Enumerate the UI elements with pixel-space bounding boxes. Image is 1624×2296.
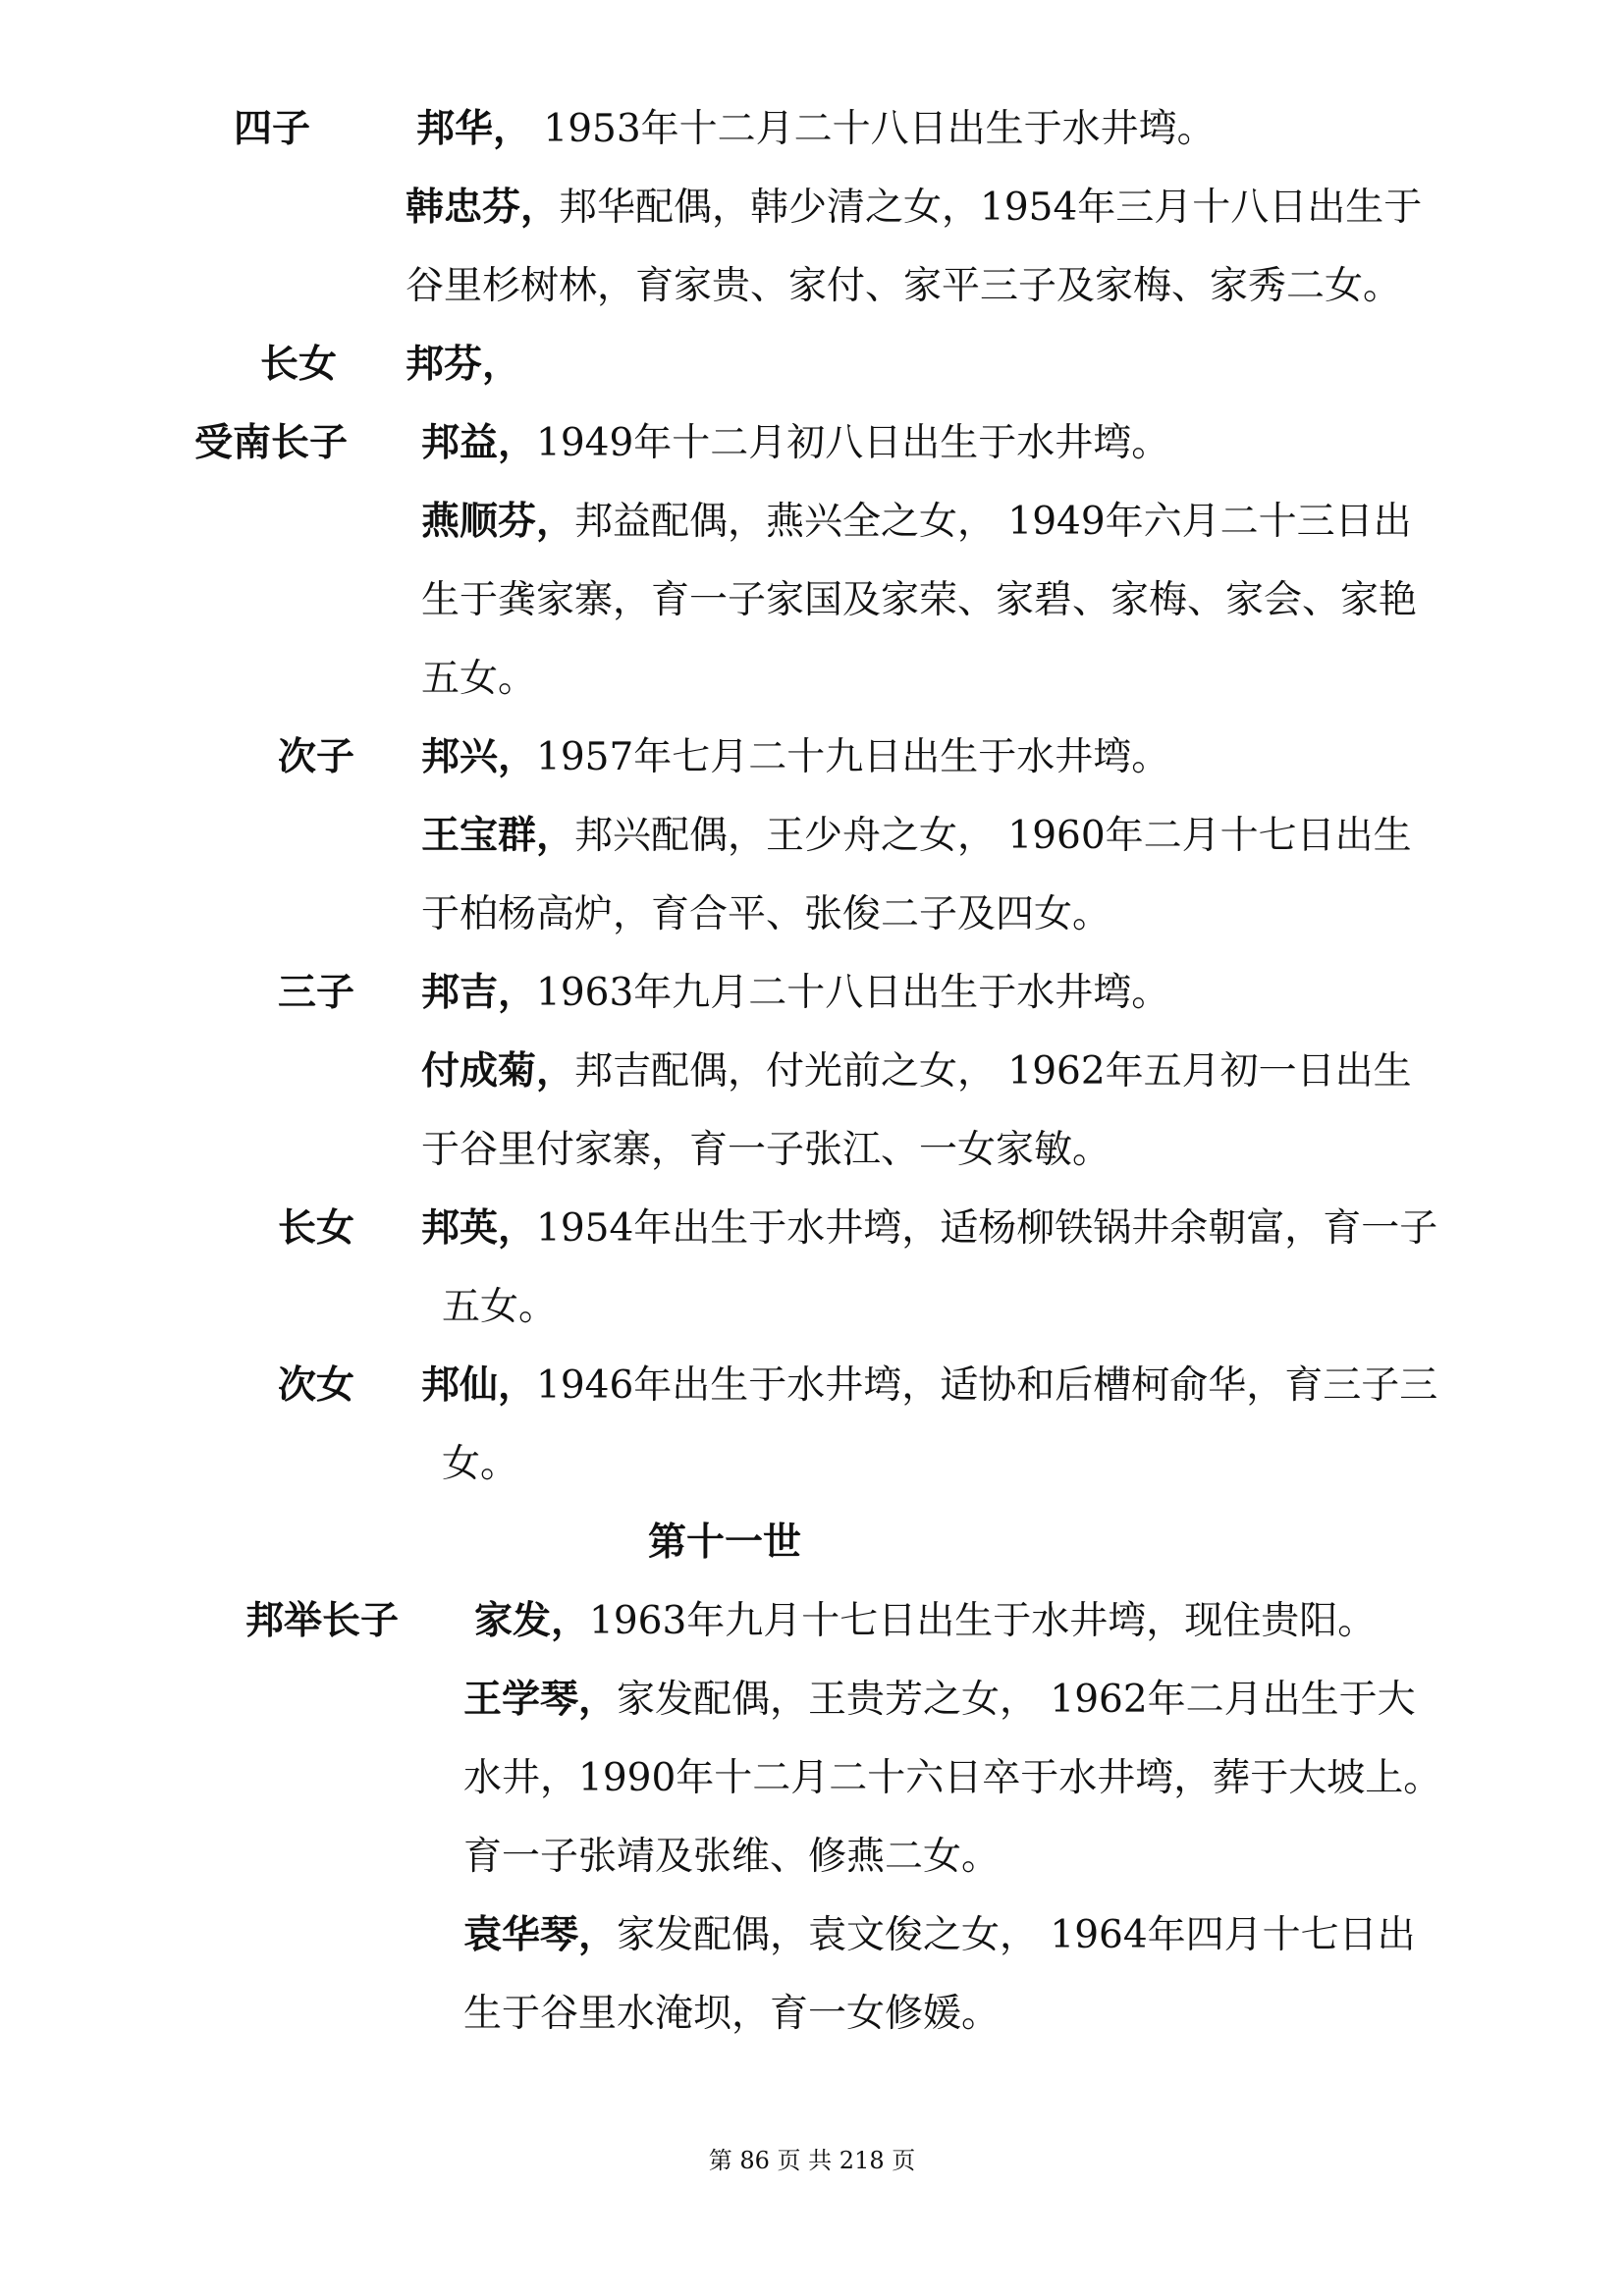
entry-text: 生于谷里水淹坝，育一女修媛。 [463,1992,1001,2036]
page-footer: 第 86 页 共 218 页 [708,2147,916,2174]
entry-text: 家发配偶，王贵芳之女， 1962年二月出生于大 [617,1678,1416,1722]
entry-text: 1957年七月二十九日出生于水井塆。 [536,735,1170,779]
relation-label: 邦举长子 [245,1599,400,1643]
person-name: 袁华琴， [463,1913,618,1957]
person-name: 邦华， [416,107,532,151]
entry-text: 邦华配偶，韩少清之女，1954年三月十八日出生于 [559,186,1423,230]
section-heading: 第十一世 [648,1521,802,1565]
person-name: 王学琴， [463,1678,618,1722]
entry-line [463,1830,1000,1885]
entry-line [421,495,1412,550]
person-name: 王宝群， [421,814,575,858]
person-name: 邦仙， [421,1363,537,1408]
entry-line [406,338,520,393]
entry-line [406,181,1422,236]
entry-text: 女。 [442,1442,519,1486]
entry-line [416,102,1216,157]
relation-label: 长女 [260,343,338,387]
relation-label: 四子 [234,107,311,151]
entry-text: 1949年十二月初八日出生于水井塆。 [536,421,1170,465]
entry-text: 1954年出生于水井塆，适杨柳铁锅井余朝富，育一子 [536,1206,1438,1251]
entry-text: 五女。 [442,1285,558,1329]
entry-text: 育一子张靖及张维、修燕二女。 [463,1835,1001,1879]
entry-text: 于柏杨高炉，育合平、张俊二子及四女。 [421,892,1111,936]
entry-line [421,809,1412,864]
entry-line [421,1201,1437,1256]
entry-line [474,1594,1376,1649]
entry-line [463,1908,1416,1963]
person-name: 邦英， [421,1206,537,1251]
relation-label: 受南长子 [194,421,349,465]
entry-line [421,730,1169,785]
person-name: 邦吉， [421,971,537,1015]
person-name: 燕顺芬， [421,500,575,544]
entry-line [406,259,1401,314]
entry-line [463,1987,1000,2042]
entry-line [421,887,1110,942]
entry-text: 1963年九月十七日出生于水井塆，现住贵阳。 [589,1599,1377,1643]
entry-text: 谷里杉树林，育家贵、家付、家平三子及家梅、家秀二女。 [406,264,1402,308]
relation-label: 次子 [278,735,355,779]
relation-label: 三子 [278,971,355,1015]
entry-text: 邦益配偶，燕兴全之女， 1949年六月二十三日出 [574,500,1412,544]
entry-text: 生于龚家寨，育一子家国及家荣、家碧、家梅、家会、家艳 [421,578,1418,622]
entry-line [442,1280,557,1335]
entry-line [463,1751,1441,1806]
entry-text: 1963年九月二十八日出生于水井塆。 [536,971,1170,1015]
person-name: 邦芬， [406,343,521,387]
entry-text: 邦兴配偶，王少舟之女， 1960年二月十七日出生 [574,814,1412,858]
entry-line [421,416,1169,471]
entry-line [421,1044,1412,1099]
entry-line [442,1437,518,1492]
person-name: 邦益， [421,421,537,465]
person-name: 邦兴， [421,735,537,779]
relation-label: 次女 [278,1363,355,1408]
entry-text: 邦吉配偶，付光前之女， 1962年五月初一日出生 [574,1049,1412,1094]
entry-text: 1946年出生于水井塆，适协和后槽柯俞华，育三子三 [536,1363,1438,1408]
entry-line [421,1123,1110,1178]
entry-line [421,652,536,707]
relation-label: 长女 [278,1206,355,1251]
entry-line [421,966,1169,1021]
entry-line [463,1673,1416,1728]
person-name: 韩忠芬， [406,186,560,230]
entry-text: 于谷里付家寨，育一子张江、一女家敏。 [421,1128,1111,1172]
entry-text: 1953年十二月二十八日出生于水井塆。 [531,107,1216,151]
entry-text: 水井，1990年十二月二十六日卒于水井塆，葬于大坡上。 [463,1756,1442,1800]
entry-line [421,1359,1437,1414]
entry-line [421,573,1417,628]
person-name: 家发， [474,1599,590,1643]
entry-text: 五女。 [421,657,537,701]
entry-text: 家发配偶，袁文俊之女， 1964年四月十七日出 [617,1913,1416,1957]
person-name: 付成菊， [421,1049,575,1094]
